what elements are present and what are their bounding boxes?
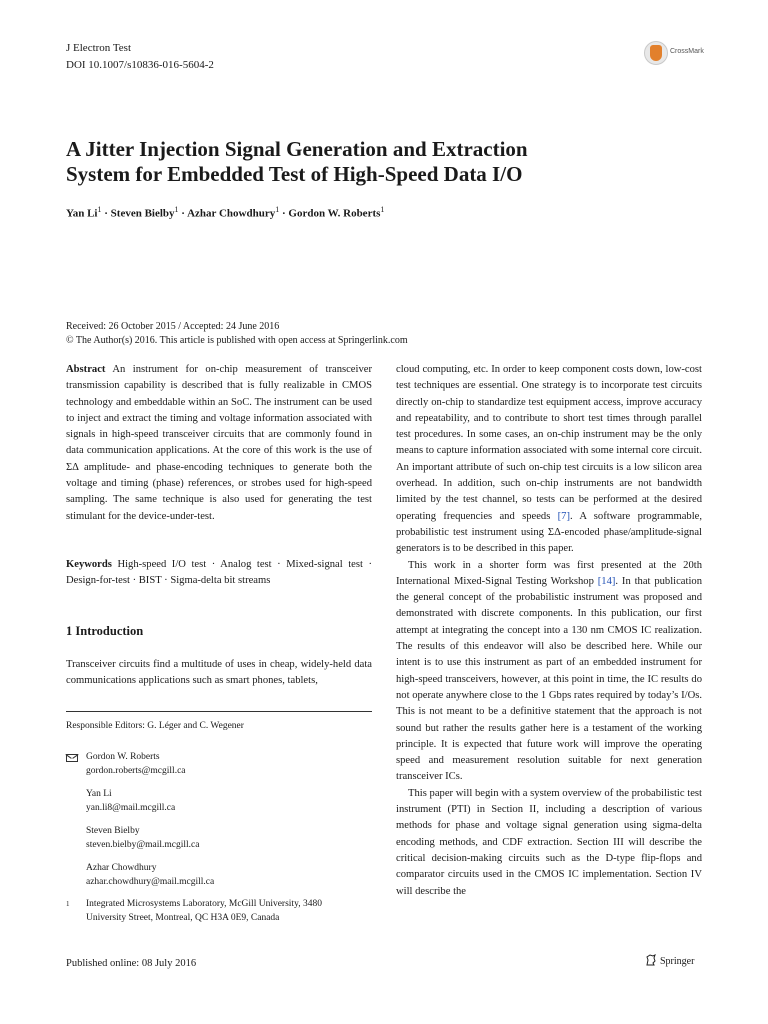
contact-name: Gordon W. Roberts	[86, 752, 160, 762]
author-name: Azhar Chowdhury	[187, 207, 276, 220]
publisher-logo	[645, 954, 694, 967]
affiliation-line: University Street, Montreal, QC H3A 0E9, Canada	[86, 913, 280, 923]
title-line-2: System for Embedded Test of High-Speed Data I/O	[66, 162, 523, 186]
article-history	[66, 320, 408, 348]
author-separator: ·	[178, 207, 188, 220]
author-list	[66, 205, 384, 220]
contact-entry	[86, 861, 214, 889]
abstract	[66, 362, 372, 525]
intro-column-right	[396, 362, 702, 900]
affiliation	[86, 897, 322, 925]
publisher-name: Springer	[660, 956, 695, 967]
crossmark-label: CrossMark	[670, 48, 704, 55]
title-line-1: A Jitter Injection Signal Generation and Extraction	[66, 137, 528, 161]
author-affiliation-mark: 1	[380, 205, 385, 214]
journal-name: J Electron Test	[66, 42, 132, 54]
affiliation-number: 1	[66, 900, 70, 908]
author-separator: ·	[101, 207, 111, 220]
contact-email[interactable]: gordon.roberts@mcgill.ca	[86, 766, 186, 776]
author-name: Gordon W. Roberts	[288, 207, 381, 220]
intro-text: Transceiver circuits find a multitude of uses in cheap, widely-held data communications applications such as smart phones, tablets,	[66, 659, 372, 687]
citation-link[interactable]: [7]	[557, 510, 571, 522]
crossmark-badge[interactable]	[644, 41, 716, 67]
springer-horse-icon	[645, 954, 657, 966]
footnote-divider	[66, 711, 372, 712]
paragraph: This paper will begin with a system overview of the probabilistic test instrument (PTI) in Section II, including a description of various methods for phase and voltage signal generation using sigma-delta encoding methods, and CDF extraction. Section III will describe the critical decision-making circuits such as the D-type flip-flops and comparator circuits used in the CMOS IC implementation. Section IV will describe the	[396, 787, 702, 897]
responsible-editors: Responsible Editors: G. Léger and C. Wegener	[66, 721, 244, 731]
contact-email[interactable]: yan.li8@mail.mcgill.ca	[86, 803, 176, 813]
paragraph: This work in a shorter form was first presented at the 20th International Mixed-Signal Testing Workshop [14]. In that publication the general concept of the probabilistic instrument was proposed and demonstrated with discrete components. In this publication, our first attempt at integrating the concept into a 130 nm CMOS IC realization. The results of this endeavor will also be described here. While our intent is to use this instrument as part of an embedded instrument for high-speed transceivers, however, at this point in time, the IC results do not operate anywhere close to the 1 Gbps rates required by today’s I/Os. This is not meant to be a definitive statement that the approach is not sound but rather the results gather here is a testament of the working principle. It is expected that future work will improve the operating speed and measurement resolution suitable for next generation transceiver ICs.	[396, 559, 702, 783]
license-note: © The Author(s) 2016. This article is published with open access at Springerlink.com	[66, 335, 408, 346]
crossmark-icon	[644, 41, 668, 65]
envelope-icon	[66, 754, 78, 762]
author-name: Steven Bielby	[110, 207, 175, 220]
paragraph: cloud computing, etc. In order to keep component costs down, low-cost test techniques are essential. One strategy is to incorporate test circuits directly on-chip to standardize test equipment access, improve accuracy and repeatability, and to contribute to short test times through parallel test procedures. In some cases, an on-chip instrument may be the only means to capture information associated with some internal core circuit. An important attribute of such on-chip test circuits is a low silicon area overhead. In addition, such on-chip instruments are not bandwidth limited by the test channel, so tests can be performed at the desired operating frequencies and speeds [7]. A software programmable, probabilistic test instrument using ΣΔ-encoded phase/amplitude-signal generators is to be described in this paper.	[396, 364, 702, 555]
contact-email[interactable]: azhar.chowdhury@mail.mcgill.ca	[86, 877, 215, 887]
citation-link[interactable]: [14]	[597, 575, 616, 587]
abstract-label: Abstract	[66, 364, 106, 375]
author-separator: ·	[279, 207, 289, 220]
paper-title	[66, 137, 686, 187]
contact-name: Yan Li	[86, 789, 112, 799]
author-name: Yan Li	[66, 207, 98, 220]
running-header	[66, 40, 214, 74]
intro-paragraph-left	[66, 657, 372, 690]
keywords	[66, 557, 372, 590]
section-heading-introduction: 1 Introduction	[66, 624, 144, 638]
keywords-text: High-speed I/O test · Analog test · Mixed-signal test · Design-for-test · BIST · Sigma-delta bit streams	[66, 559, 372, 587]
affiliation-line: Integrated Microsystems Laboratory, McGill University, 3480	[86, 899, 322, 909]
contact-email[interactable]: steven.bielby@mail.mcgill.ca	[86, 840, 200, 850]
abstract-text: An instrument for on-chip measurement of transceiver transmission capability is described that is fully realizable in CMOS technology and embeddable within an SoC. The instrument can be used to inject and extract the timing and voltage information associated with signals in high-speed transceiver circuits that are commonly found in data communication applications. At the core of this work is the use of ΣΔ amplitude- and phase-encoding techniques to generate both the voltage and timing (phase) references, or strobes used for high-speed sampling. The same technique is also used for generating the test stimulant for the device-under-test.	[66, 364, 372, 522]
keywords-label: Keywords	[66, 559, 112, 570]
contact-entry	[86, 750, 214, 778]
contact-list	[86, 750, 214, 889]
author-affiliation-mark: 1	[275, 205, 280, 214]
contact-entry	[86, 787, 214, 815]
contact-name: Azhar Chowdhury	[86, 863, 157, 873]
published-online: Published online: 08 July 2016	[66, 958, 197, 969]
contact-name: Steven Bielby	[86, 826, 140, 836]
author-affiliation-mark: 1	[174, 205, 179, 214]
doi[interactable]: DOI 10.1007/s10836-016-5604-2	[66, 59, 214, 71]
contact-entry	[86, 824, 214, 852]
received-dates: Received: 26 October 2015 / Accepted: 24 June 2016	[66, 321, 280, 332]
author-affiliation-mark: 1	[97, 205, 102, 214]
